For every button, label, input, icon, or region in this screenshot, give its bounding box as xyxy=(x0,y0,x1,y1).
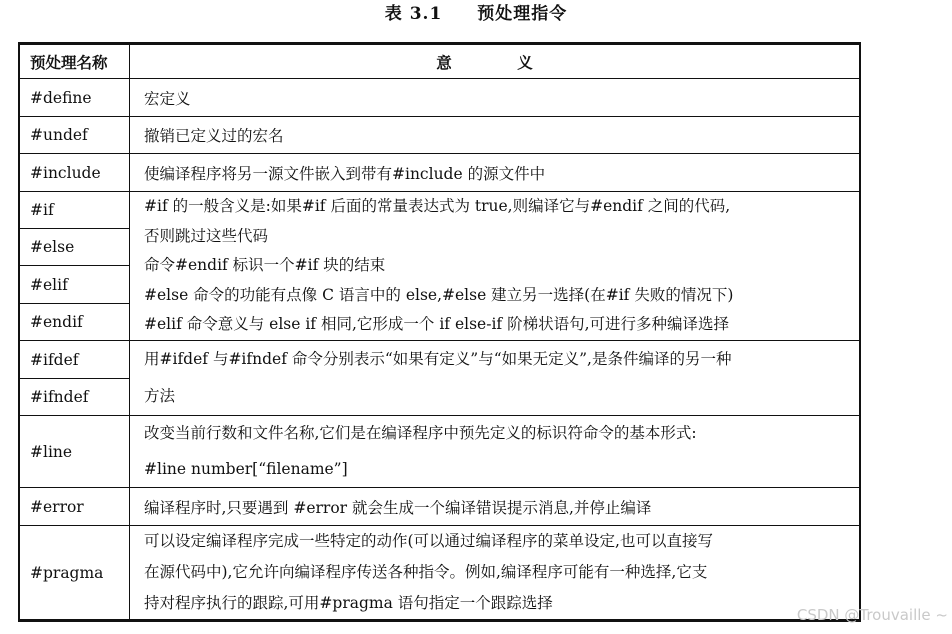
directive-name: #include xyxy=(30,163,101,182)
meaning-line: 改变当前行数和文件名称,它们是在编译程序中预先定义的标识符命令的基本形式: xyxy=(144,424,697,442)
header-meaning: 意 义 xyxy=(436,52,563,72)
directive-name: #error xyxy=(30,497,84,516)
directive-name: #endif xyxy=(30,313,83,331)
meaning-line: 持对程序执行的跟踪,可用#pragma 语句指定一个跟踪选择 xyxy=(144,594,553,612)
directive-name: #ifndef xyxy=(30,388,89,406)
meaning-line: 用#ifdef 与#ifndef 命令分别表示“如果有定义”与“如果无定义”,是条件编译的另一种 xyxy=(144,350,732,368)
meaning-line: 命令#endif 标识一个#if 块的结束 xyxy=(144,256,386,275)
directive-name: #pragma xyxy=(30,563,104,582)
directive-name: #line xyxy=(30,442,73,461)
table-title xyxy=(0,0,952,30)
directive-name: #if xyxy=(30,201,54,219)
directive-name: #else xyxy=(30,238,75,256)
meaning-line: 在源代码中),它允许向编译程序传送各种指令。例如,编译程序可能有一种选择,它支 xyxy=(144,563,708,581)
directive-name: #undef xyxy=(30,126,88,144)
if-group-meaning xyxy=(130,192,861,340)
table-number: 表 3.1 xyxy=(384,4,443,24)
table-border-bottom xyxy=(18,619,861,622)
directive-meaning: 撤销已定义过的宏名 xyxy=(144,127,284,145)
table-caption: 预处理指令 xyxy=(477,4,568,24)
pragma-meaning xyxy=(130,526,861,619)
directive-name: #elif xyxy=(30,275,68,294)
meaning-line: 方法 xyxy=(144,387,176,405)
meaning-line: #elif 命令意义与 else if 相同,它形成一个 if else-if 阶梯状语句,可进行多种编译选择 xyxy=(144,315,729,334)
directive-meaning: 宏定义 xyxy=(144,89,191,108)
ifdef-group-meaning xyxy=(130,341,861,415)
watermark: CSDN @Trouvaille ~ xyxy=(796,606,948,624)
directive-name: #define xyxy=(30,88,92,107)
directive-meaning: 使编译程序将另一源文件嵌入到带有#include 的源文件中 xyxy=(144,164,546,183)
header-name: 预处理名称 xyxy=(30,52,108,72)
line-meaning xyxy=(130,416,861,487)
meaning-line: 否则跳过这些代码 xyxy=(144,226,269,245)
meaning-line: 可以设定编译程序完成一些特定的动作(可以通过编译程序的菜单设定,也可以直接写 xyxy=(144,532,713,550)
meaning-line: #else 命令的功能有点像 C 语言中的 else,#else 建立另一选择(在#if 失败的情况下) xyxy=(144,285,734,304)
directives-table xyxy=(18,42,861,622)
meaning-line: #if 的一般含义是:如果#if 后面的常量表达式为 true,则编译它与#endif 之间的代码, xyxy=(144,197,731,215)
meaning-line: #line number[“filename”] xyxy=(144,459,348,478)
directive-meaning: 编译程序时,只要遇到 #error 就会生成一个编译错误提示消息,并停止编译 xyxy=(144,498,652,517)
directive-name: #ifdef xyxy=(30,350,79,369)
